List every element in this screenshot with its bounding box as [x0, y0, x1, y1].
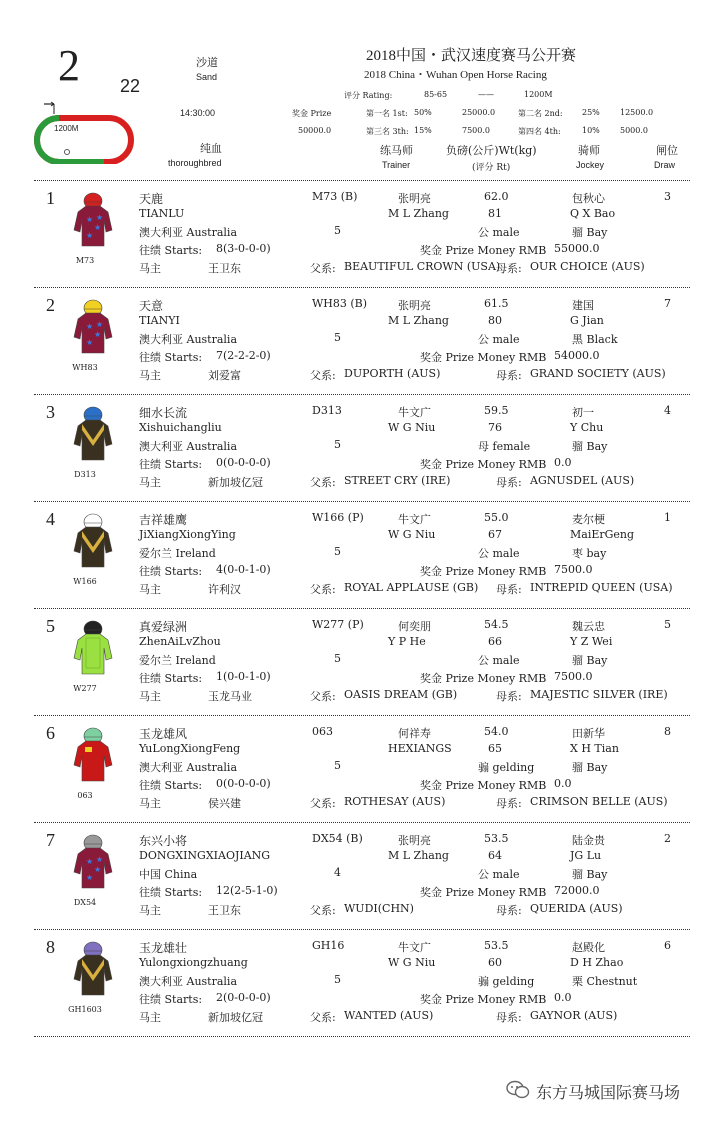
- sire-name: WANTED (AUS): [344, 1009, 434, 1022]
- silks-code: W277: [73, 684, 97, 693]
- jockey-cn: 包秋心: [572, 192, 605, 205]
- runner-number: 5: [46, 616, 55, 636]
- owner-name: 王卫东: [208, 262, 241, 275]
- jockey-en: D H Zhao: [570, 956, 624, 969]
- runner-number: 1: [46, 188, 55, 208]
- horse-origin: 爱尔兰 Ireland: [139, 654, 216, 667]
- jockey-en: JG Lu: [570, 849, 602, 862]
- surface-en: Sand: [196, 72, 218, 82]
- field-size: 22: [120, 76, 141, 96]
- jockey-en: MaiErGeng: [570, 528, 635, 541]
- title-cn: 2018中国・武汉速度赛马公开赛: [366, 48, 577, 64]
- third-place-amount: 7500.0: [462, 126, 490, 135]
- horse-age: 5: [334, 545, 341, 558]
- sire-label: 父系:: [310, 583, 336, 596]
- barrier-draw: 8: [664, 725, 671, 738]
- sire-name: STREET CRY (IRE): [344, 474, 451, 487]
- footer-brand: 东方马城国际赛马场: [536, 1083, 681, 1102]
- silks-code: DX54: [73, 898, 97, 907]
- surface-cn: 沙道: [196, 56, 218, 69]
- sire-label: 父系:: [310, 690, 336, 703]
- horse-code: W166 (P): [312, 511, 364, 524]
- runner-number: 6: [46, 723, 55, 743]
- jockey-silks-icon: [68, 725, 118, 785]
- runner-number: 3: [46, 402, 55, 422]
- horse-age: 5: [334, 973, 341, 986]
- horse-code: WH83 (B): [312, 297, 368, 310]
- svg-text:★: ★: [96, 320, 104, 329]
- trainer-en: W G Niu: [388, 421, 436, 434]
- svg-text:★: ★: [86, 857, 94, 866]
- track-diagram: [34, 100, 134, 164]
- trainer-cn: 牛文广: [398, 406, 431, 419]
- horse-rating: 65: [488, 742, 502, 755]
- horse-color: 骝 Bay: [572, 868, 608, 881]
- horse-rating: 76: [488, 421, 502, 434]
- prize-money-value: 7500.0: [554, 563, 593, 576]
- trainer-en: HEXIANGS: [388, 742, 452, 755]
- dam-label: 母系:: [496, 262, 522, 275]
- horse-code: D313: [312, 404, 342, 417]
- horse-name-cn: 东兴小将: [139, 834, 188, 848]
- owner-name: 新加坡亿冠: [208, 476, 263, 489]
- horse-name-cn: 天意: [139, 299, 164, 313]
- owner-label: 马主: [139, 262, 161, 275]
- trainer-en: W G Niu: [388, 528, 436, 541]
- breed-cn: 纯血: [200, 142, 222, 155]
- prize-money-label: 奖金 Prize Money RMB: [420, 351, 547, 364]
- owner-name: 刘爱富: [208, 369, 241, 382]
- svg-text:★: ★: [86, 322, 94, 331]
- dam-name: QUERIDA (AUS): [530, 902, 623, 915]
- owner-label: 马主: [139, 476, 161, 489]
- owner-label: 马主: [139, 797, 161, 810]
- horse-age: 5: [334, 438, 341, 451]
- owner-label: 马主: [139, 690, 161, 703]
- runner-row: [0, 612, 720, 718]
- horse-rating: 64: [488, 849, 502, 862]
- horse-name-cn: 吉祥雄鹰: [139, 513, 188, 527]
- dam-name: GAYNOR (AUS): [530, 1009, 618, 1022]
- dam-label: 母系:: [496, 904, 522, 917]
- second-place-amount: 12500.0: [620, 108, 654, 117]
- barrier-draw: 7: [664, 297, 671, 310]
- sire-label: 父系:: [310, 369, 336, 382]
- owner-name: 王卫东: [208, 904, 241, 917]
- sire-label: 父系:: [310, 476, 336, 489]
- horse-sex: 公 male: [478, 654, 520, 667]
- starts-record: 4(0-0-1-0): [216, 563, 271, 576]
- prize-money-value: 54000.0: [554, 349, 600, 362]
- trainer-en: M L Zhang: [388, 207, 449, 220]
- race-number: 2: [58, 41, 80, 90]
- col-weight-cn: 负磅(公斤)Wt(kg): [446, 144, 537, 157]
- runner-number: 2: [46, 295, 55, 315]
- starts-label: 往绩 Starts:: [139, 458, 203, 471]
- starts-label: 往绩 Starts:: [139, 244, 203, 257]
- jockey-silks-icon: [68, 618, 118, 678]
- svg-text:★: ★: [86, 873, 94, 882]
- horse-rating: 60: [488, 956, 502, 969]
- owner-name: 新加坡亿冠: [208, 1011, 263, 1024]
- race-distance: 1200M: [524, 90, 553, 99]
- horse-code: M73 (B): [312, 190, 358, 203]
- horse-origin: 中国 China: [139, 868, 198, 881]
- svg-text:★: ★: [86, 215, 94, 224]
- dam-label: 母系:: [496, 476, 522, 489]
- svg-text:★: ★: [94, 223, 102, 232]
- horse-name-en: TIANYI: [139, 314, 180, 327]
- jockey-cn: 魏云忠: [572, 620, 605, 633]
- third-place-label: 第三名 3th:: [366, 127, 409, 136]
- svg-text:★: ★: [96, 213, 104, 222]
- starts-record: 8(3-0-0-0): [216, 242, 271, 255]
- jockey-en: Y Chu: [570, 421, 604, 434]
- barrier-draw: 1: [664, 511, 671, 524]
- runner-row: [0, 291, 720, 397]
- starts-record: 0(0-0-0-0): [216, 456, 271, 469]
- sire-name: ROTHESAY (AUS): [344, 795, 446, 808]
- sire-name: BEAUTIFUL CROWN (USA): [344, 260, 501, 273]
- horse-origin: 澳大利亚 Australia: [139, 975, 238, 988]
- dam-label: 母系:: [496, 583, 522, 596]
- jockey-en: X H Tian: [570, 742, 619, 755]
- jockey-cn: 麦尔梗: [572, 513, 605, 526]
- sire-label: 父系:: [310, 1011, 336, 1024]
- runner-number: 4: [46, 509, 55, 529]
- starts-record: 0(0-0-0-0): [216, 777, 271, 790]
- barrier-draw: 3: [664, 190, 671, 203]
- starts-label: 往绩 Starts:: [139, 672, 203, 685]
- sire-name: OASIS DREAM (GB): [344, 688, 458, 701]
- jockey-cn: 建国: [572, 299, 594, 312]
- carried-weight: 54.5: [484, 618, 509, 631]
- starts-label: 往绩 Starts:: [139, 993, 203, 1006]
- jockey-en: G Jian: [570, 314, 604, 327]
- horse-origin: 澳大利亚 Australia: [139, 440, 238, 453]
- starts-label: 往绩 Starts:: [139, 779, 203, 792]
- owner-label: 马主: [139, 583, 161, 596]
- col-draw-en: Draw: [654, 160, 676, 170]
- second-place-pct: 25%: [582, 108, 600, 117]
- sire-label: 父系:: [310, 262, 336, 275]
- horse-color: 骝 Bay: [572, 654, 608, 667]
- horse-name-en: DONGXINGXIAOJIANG: [139, 849, 271, 862]
- horse-rating: 81: [488, 207, 502, 220]
- col-draw-cn: 闸位: [656, 144, 678, 157]
- breed-en: thoroughbred: [168, 158, 222, 168]
- horse-name-cn: 天鹿: [139, 192, 164, 206]
- horse-sex: 母 female: [478, 440, 531, 453]
- horse-origin: 澳大利亚 Australia: [139, 226, 238, 239]
- first-place-pct: 50%: [414, 108, 432, 117]
- horse-sex: 公 male: [478, 547, 520, 560]
- prize-money-label: 奖金 Prize Money RMB: [420, 993, 547, 1006]
- barrier-draw: 2: [664, 832, 671, 845]
- runner-row: [0, 826, 720, 932]
- trainer-cn: 牛文广: [398, 941, 431, 954]
- horse-age: 5: [334, 759, 341, 772]
- col-jockey-en: Jockey: [576, 160, 605, 170]
- horse-name-cn: 细水长流: [139, 406, 188, 420]
- col-weight-en: (评分 Rt): [472, 163, 511, 173]
- horse-code: DX54 (B): [312, 832, 363, 845]
- rating-label: 评分 Rating:: [344, 91, 393, 100]
- horse-age: 5: [334, 224, 341, 237]
- jockey-silks-icon: [68, 404, 118, 464]
- jockey-silks-icon: [68, 939, 118, 999]
- horse-name-en: JiXiangXiongYing: [139, 528, 236, 541]
- horse-origin: 爱尔兰 Ireland: [139, 547, 216, 560]
- horse-sex: 公 male: [478, 226, 520, 239]
- col-jockey-cn: 骑师: [578, 144, 600, 157]
- first-place-label: 第一名 1st:: [366, 109, 408, 118]
- prize-money-value: 0.0: [554, 991, 572, 1004]
- jockey-cn: 陆金贵: [572, 834, 605, 847]
- fourth-place-label: 第四名 4th:: [518, 127, 561, 136]
- sire-name: DUPORTH (AUS): [344, 367, 441, 380]
- owner-name: 玉龙马业: [208, 690, 252, 703]
- horse-name-cn: 玉龙雄风: [139, 727, 188, 741]
- horse-code: W277 (P): [312, 618, 364, 631]
- trainer-cn: 何奕朋: [398, 620, 431, 633]
- owner-name: 侯兴建: [208, 797, 241, 810]
- starts-record: 1(0-0-1-0): [216, 670, 271, 683]
- jockey-silks-icon: [68, 511, 118, 571]
- svg-text:★: ★: [94, 865, 102, 874]
- prize-money-label: 奖金 Prize Money RMB: [420, 244, 547, 257]
- race-time: 14:30:00: [180, 108, 216, 118]
- dam-label: 母系:: [496, 797, 522, 810]
- starts-record: 7(2-2-2-0): [216, 349, 271, 362]
- dam-name: AGNUSDEL (AUS): [530, 474, 635, 487]
- horse-color: 骝 Bay: [572, 226, 608, 239]
- dam-name: GRAND SOCIETY (AUS): [530, 367, 666, 380]
- trainer-en: M L Zhang: [388, 314, 449, 327]
- trainer-en: W G Niu: [388, 956, 436, 969]
- col-trainer-cn: 练马师: [380, 144, 413, 157]
- horse-rating: 80: [488, 314, 502, 327]
- horse-name-en: ZhenAiLvZhou: [139, 635, 221, 648]
- sire-label: 父系:: [310, 904, 336, 917]
- dam-name: MAJESTIC SILVER (IRE): [530, 688, 668, 701]
- dam-name: OUR CHOICE (AUS): [530, 260, 645, 273]
- silks-code: D313: [74, 470, 96, 479]
- horse-sex: 公 male: [478, 333, 520, 346]
- horse-origin: 澳大利亚 Australia: [139, 333, 238, 346]
- horse-sex: 骟 gelding: [478, 975, 535, 988]
- horse-color: 栗 Chestnut: [572, 975, 638, 988]
- horse-name-en: TIANLU: [139, 207, 185, 220]
- svg-text:★: ★: [96, 855, 104, 864]
- owner-label: 马主: [139, 369, 161, 382]
- horse-color: 黑 Black: [572, 333, 618, 346]
- row-separator: [34, 180, 690, 181]
- horse-color: 枣 bay: [572, 547, 607, 560]
- horse-name-en: Yulongxiongzhuang: [139, 956, 248, 969]
- jockey-silks-icon: [68, 297, 118, 357]
- horse-color: 骝 Bay: [572, 761, 608, 774]
- barrier-draw: 6: [664, 939, 671, 952]
- third-place-pct: 15%: [414, 126, 432, 135]
- runner-number: 7: [46, 830, 55, 850]
- dam-name: INTREPID QUEEN (USA): [530, 581, 673, 594]
- starts-label: 往绩 Starts:: [139, 886, 203, 899]
- trainer-cn: 牛文广: [398, 513, 431, 526]
- fourth-place-pct: 10%: [582, 126, 600, 135]
- horse-origin: 澳大利亚 Australia: [139, 761, 238, 774]
- owner-label: 马主: [139, 1011, 161, 1024]
- runner-row: [0, 933, 720, 1039]
- svg-text:★: ★: [86, 338, 94, 347]
- horse-name-en: Xishuichangliu: [139, 421, 222, 434]
- carried-weight: 61.5: [484, 297, 509, 310]
- carried-weight: 55.0: [484, 511, 509, 524]
- silks-code: W166: [73, 577, 97, 586]
- col-trainer-en: Trainer: [382, 160, 411, 170]
- rating-dash: ——: [478, 90, 494, 99]
- horse-name-cn: 真爱绿洲: [139, 620, 188, 634]
- carried-weight: 53.5: [484, 939, 509, 952]
- owner-name: 许利汉: [208, 583, 241, 596]
- horse-code: 063: [312, 725, 333, 738]
- starts-record: 12(2-5-1-0): [216, 884, 278, 897]
- owner-label: 马主: [139, 904, 161, 917]
- horse-sex: 公 male: [478, 868, 520, 881]
- svg-text:★: ★: [94, 330, 102, 339]
- starts-label: 往绩 Starts:: [139, 351, 203, 364]
- jockey-silks-icon: [68, 832, 118, 892]
- silks-code: M73: [75, 256, 95, 265]
- prize-money-label: 奖金 Prize Money RMB: [420, 886, 547, 899]
- jockey-en: Y Z Wei: [570, 635, 613, 648]
- title-en: 2018 China・Wuhan Open Horse Racing: [364, 69, 547, 81]
- trainer-cn: 张明亮: [398, 834, 431, 847]
- jockey-cn: 田新华: [572, 727, 605, 740]
- trainer-cn: 何祥寿: [398, 727, 431, 740]
- runner-row: [0, 184, 720, 290]
- carried-weight: 59.5: [484, 404, 509, 417]
- trainer-en: Y P He: [388, 635, 426, 648]
- sire-name: ROYAL APPLAUSE (GB): [344, 581, 479, 594]
- jockey-en: Q X Bao: [570, 207, 616, 220]
- carried-weight: 62.0: [484, 190, 509, 203]
- prize-money-value: 0.0: [554, 777, 572, 790]
- horse-color: 骝 Bay: [572, 440, 608, 453]
- sire-label: 父系:: [310, 797, 336, 810]
- silks-code: 063: [77, 791, 93, 800]
- prize-money-label: 奖金 Prize Money RMB: [420, 779, 547, 792]
- prize-label: 奖金 Prize: [292, 109, 332, 118]
- horse-code: GH16: [312, 939, 345, 952]
- svg-text:★: ★: [86, 231, 94, 240]
- sire-name: WUDI(CHN): [344, 902, 414, 915]
- starts-label: 往绩 Starts:: [139, 565, 203, 578]
- prize-money-label: 奖金 Prize Money RMB: [420, 565, 547, 578]
- prize-total: 50000.0: [298, 126, 332, 135]
- runner-row: [0, 398, 720, 504]
- silks-code: GH1603: [68, 1005, 102, 1014]
- track-distance-label: 1200M: [54, 124, 79, 133]
- barrier-draw: 4: [664, 404, 671, 417]
- trainer-cn: 张明亮: [398, 299, 431, 312]
- horse-name-cn: 玉龙雄壮: [139, 941, 188, 955]
- fourth-place-amount: 5000.0: [620, 126, 648, 135]
- runner-number: 8: [46, 937, 55, 957]
- prize-money-label: 奖金 Prize Money RMB: [420, 458, 547, 471]
- jockey-cn: 赵殿化: [572, 941, 605, 954]
- carried-weight: 54.0: [484, 725, 509, 738]
- dam-name: CRIMSON BELLE (AUS): [530, 795, 668, 808]
- prize-money-value: 55000.0: [554, 242, 600, 255]
- prize-money-value: 72000.0: [554, 884, 600, 897]
- dam-label: 母系:: [496, 690, 522, 703]
- horse-age: 5: [334, 331, 341, 344]
- silks-code: WH83: [72, 363, 98, 372]
- rating-range: 85-65: [424, 90, 448, 99]
- horse-age: 5: [334, 652, 341, 665]
- trainer-cn: 张明亮: [398, 192, 431, 205]
- starts-record: 2(0-0-0-0): [216, 991, 271, 1004]
- jockey-cn: 初一: [572, 406, 594, 419]
- runner-row: [0, 719, 720, 825]
- trainer-en: M L Zhang: [388, 849, 449, 862]
- first-place-amount: 25000.0: [462, 108, 496, 117]
- prize-money-value: 0.0: [554, 456, 572, 469]
- second-place-label: 第二名 2nd:: [518, 109, 563, 118]
- carried-weight: 53.5: [484, 832, 509, 845]
- horse-rating: 67: [488, 528, 502, 541]
- dam-label: 母系:: [496, 1011, 522, 1024]
- runner-row: [0, 505, 720, 611]
- wechat-logo-icon: [506, 1080, 530, 1100]
- horse-sex: 骟 gelding: [478, 761, 535, 774]
- prize-money-value: 7500.0: [554, 670, 593, 683]
- dam-label: 母系:: [496, 369, 522, 382]
- horse-rating: 66: [488, 635, 502, 648]
- jockey-silks-icon: [68, 190, 118, 250]
- prize-money-label: 奖金 Prize Money RMB: [420, 672, 547, 685]
- barrier-draw: 5: [664, 618, 671, 631]
- horse-name-en: YuLongXiongFeng: [139, 742, 241, 755]
- horse-age: 4: [334, 866, 341, 879]
